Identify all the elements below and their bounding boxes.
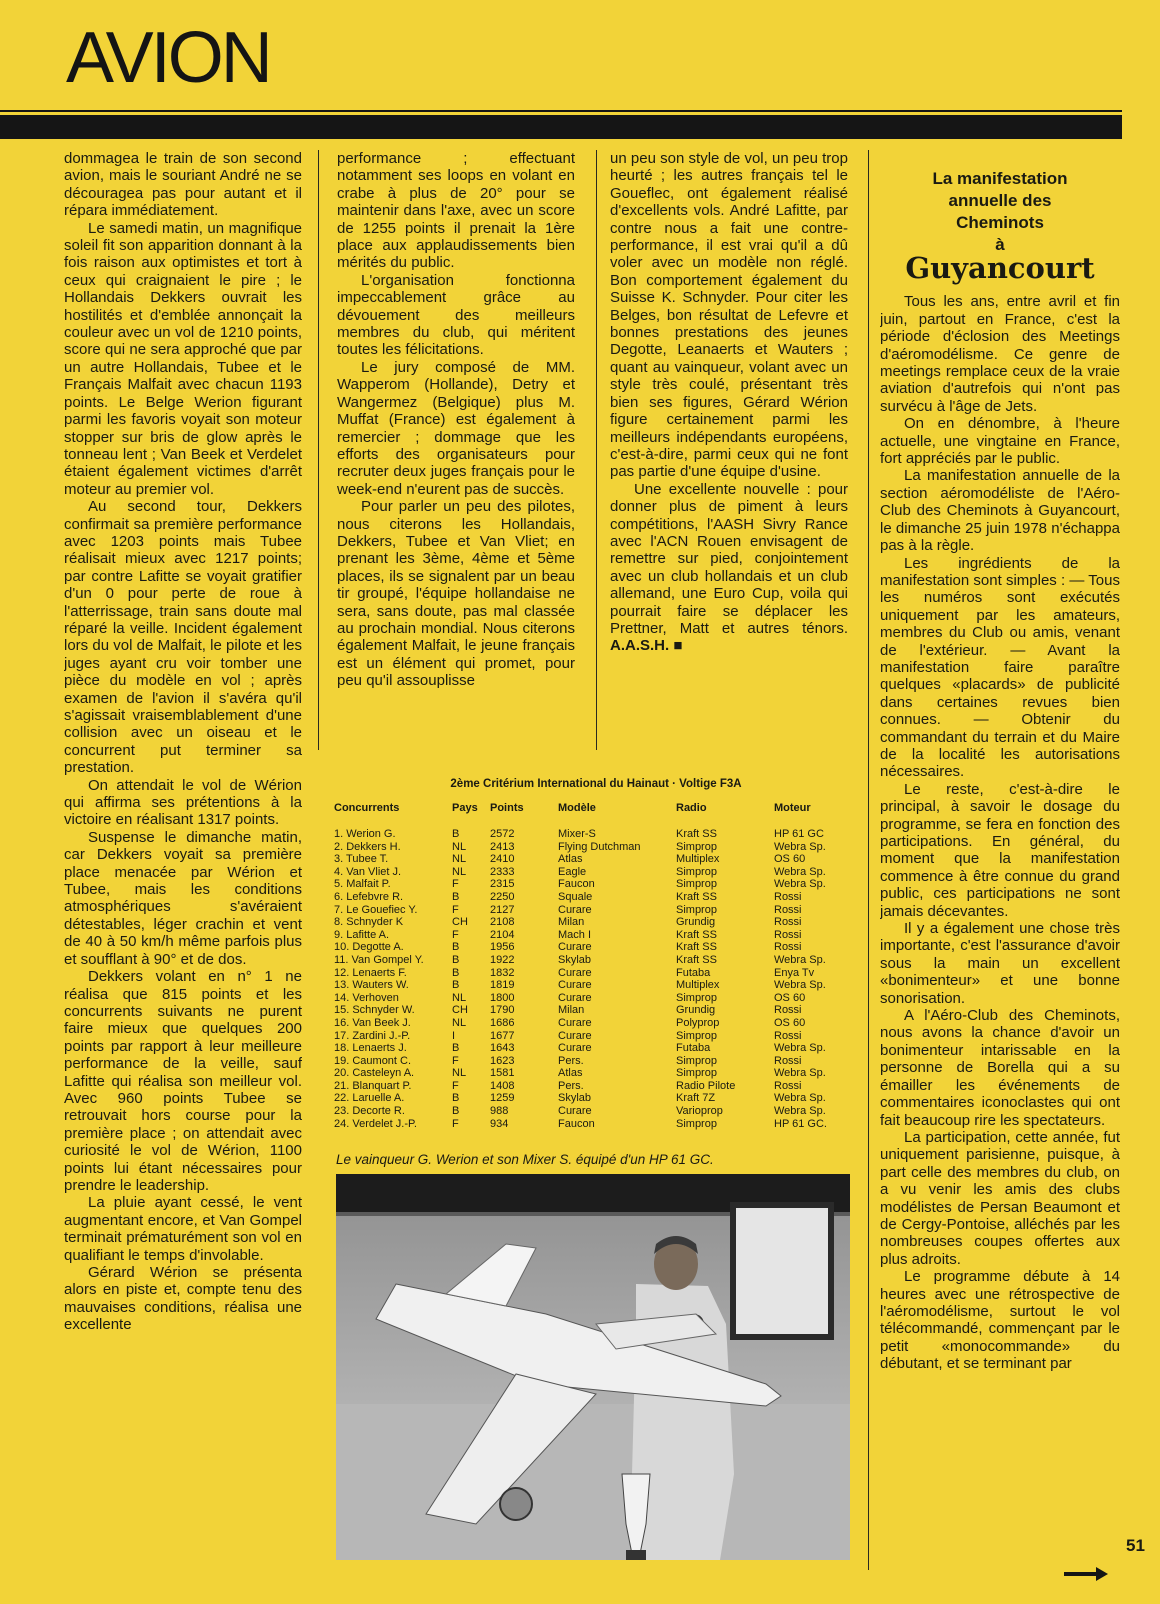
paragraph: un peu son style de vol, un peu trop heurté ; les autres français tel le Goueflec, ont également réalisé d'excellents vols. André Lafitte, par contre nous a fait une contre-performance, il est vrai qu'il a dû voler avec un modèle non réglé. Bon comportement également du Suisse K. Schnyder. Pour citer les Belges, bon résultat de Lefevre et bonnes prestations des jeunes Degotte, Leanaerts et Wauters ; quant au vainqueur, volant avec un style très coulé, présentant très bien ses figures, Gérard Wérion figure certainement parmi les meilleurs indépendants européens, c'est-à-dire, parmi ceux qui ne font pas partie d'une équipe d'usine. (610, 150, 848, 481)
table-cell: Rossi (774, 1029, 802, 1042)
table-cell: F (452, 1117, 459, 1130)
table-cell: 1677 (490, 1029, 515, 1042)
table-cell: Webra Sp. (774, 1042, 826, 1055)
table-cell: Simprop (676, 991, 717, 1004)
sidebar-heading (880, 168, 1120, 256)
table-row (334, 841, 854, 854)
table-cell: 12. Lenaerts F. (334, 966, 407, 979)
table-cell: Grundig (676, 1004, 716, 1017)
table-cell: 2108 (490, 916, 515, 929)
table-cell: 2127 (490, 903, 515, 916)
paragraph: La pluie ayant cessé, le vent augmentant encore, et Van Gompel terminait prématurément son vol en qualifiant le temps d'involable. (64, 1194, 302, 1264)
table-cell: B (452, 953, 460, 966)
table-cell: Varioprop (676, 1105, 723, 1118)
table-cell: 22. Laruelle A. (334, 1092, 405, 1105)
table-cell: Faucon (558, 878, 595, 891)
column-header: Concurrents (334, 802, 400, 814)
table-cell: F (452, 928, 459, 941)
paragraph: Gérard Wérion se présenta alors en piste et, compte tenu des mauvaises conditions, réalisa une excellente (64, 1264, 302, 1334)
table-row (334, 1080, 854, 1093)
table-cell: 8. Schnyder K (334, 916, 404, 929)
table-cell: 2315 (490, 878, 515, 891)
paragraph: Le programme débute à 14 heures avec une rétrospective de l'aéromodélisme, surtout le vol télécommandé, commençant par le petit «monocommande» du débutant, et se terminant par (880, 1268, 1120, 1373)
table-cell: 13. Wauters W. (334, 979, 409, 992)
table-cell: 2410 (490, 853, 515, 866)
table-cell: Simprop (676, 1117, 717, 1130)
table-cell: B (452, 828, 460, 840)
table-cell: 1956 (490, 941, 515, 954)
table-row (334, 1092, 854, 1105)
table-cell: 1259 (490, 1092, 515, 1105)
table-cell: 17. Zardini J.-P. (334, 1029, 411, 1042)
table-cell: 19. Caumont C. (334, 1054, 412, 1067)
table-cell: 23. Decorte R. (334, 1105, 405, 1118)
table-cell: 1581 (490, 1067, 515, 1080)
column-divider (318, 150, 319, 750)
table-cell: 2333 (490, 865, 515, 878)
table-cell: Atlas (558, 853, 583, 866)
sidebar-heading-line: Cheminots (956, 213, 1044, 232)
table-cell: B (452, 941, 460, 954)
paragraph: Pour parler un peu des pilotes, nous citerons les Hollandais, Dekkers, Tubee et Van Vliet; en prenant les 3ème, 4ème et 5ème places, ils se signalent par un beau tir groupé, l'équipe hollandaise ne sera, sans doute, pas mal classée au prochain mondial. Nous citerons également Malfait, le jeune français est un élément qui promet, pour peu qu'il assouplisse (337, 498, 575, 690)
table-cell: Atlas (558, 1067, 583, 1080)
table-cell: Simprop (676, 840, 717, 853)
photo-caption: Le vainqueur G. Werion et son Mixer S. équipé d'un HP 61 GC. (336, 1152, 714, 1167)
paragraph: La manifestation annuelle de la section aéromodéliste de l'Aéro-Club des Cheminots à Guyancourt, le dimanche 25 juin 1978 n'échappa pas à la règle. (880, 467, 1120, 555)
sidebar-town-title: Guyancourt (905, 251, 1095, 285)
table-row (334, 904, 854, 917)
table-cell: Flying Dutchman (558, 840, 641, 853)
header-thin-rule (0, 110, 1122, 112)
table-cell: Rossi (774, 916, 802, 929)
table-cell: 21. Blanquart P. (334, 1079, 412, 1092)
table-cell: CH (452, 1004, 468, 1017)
table-cell: 10. Degotte A. (334, 941, 404, 954)
column-header: Points (490, 802, 524, 814)
paragraph: Les ingrédients de la manifestation sont simples : — Tous les numéros sont exécutés uniquement par les amateurs, membres du Club ou amis, venant de l'extérieur. — Avant la manifestation faire paraître quelques «placards» de publicité dans certaines revues bien connues. — Obtenir du commandant du terrain et du Maire de la localité les autorisations nécessaires. (880, 554, 1120, 781)
table-cell: F (452, 1079, 459, 1092)
table-cell: Webra Sp. (774, 840, 826, 853)
table-cell: 1800 (490, 991, 515, 1004)
paragraph: Il y a également une chose très importante, c'est l'assurance d'avoir sous la main un excellent «bonimenteur» et une bonne sonorisation. (880, 920, 1120, 1007)
table-cell: 1643 (490, 1042, 515, 1055)
table-cell: Eagle (558, 865, 587, 878)
paragraph: dommagea le train de son second avion, mais le souriant André ne se découragea pas pour autant et il répara immédiatement. (64, 150, 302, 220)
table-cell: 1. Werion G. (334, 828, 396, 840)
table-row (334, 1055, 854, 1068)
table-cell: Curare (558, 1029, 592, 1042)
table-cell: Rossi (774, 941, 802, 954)
table-cell: HP 61 GC. (774, 1117, 827, 1130)
table-cell: Rossi (774, 928, 802, 941)
table-cell: NL (452, 991, 467, 1004)
table-cell: OS 60 (774, 991, 806, 1004)
table-cell: Polyprop (676, 1016, 720, 1029)
table-cell: B (452, 890, 460, 903)
table-row (334, 1017, 854, 1030)
table-cell: NL (452, 840, 467, 853)
table-cell: Milan (558, 1004, 585, 1017)
table-cell: Mixer-S (558, 828, 596, 840)
table-cell: Webra Sp. (774, 878, 826, 891)
table-cell: 24. Verdelet J.-P. (334, 1117, 417, 1130)
table-cell: Webra Sp. (774, 1105, 826, 1118)
table-cell: Simprop (676, 865, 717, 878)
table-cell: 988 (490, 1105, 509, 1118)
table-row (334, 1004, 854, 1017)
table-cell: Multiplex (676, 853, 720, 866)
paragraph: Le jury composé de MM. Wapperom (Hollande), Detry et Wangermez (Belgique) plus M. Muffat (France) est également à remercier ; dommage que les efforts des organisateurs pour recruter deux juges français pour le week-end n'eurent pas de succès. (337, 358, 575, 498)
table-row (334, 941, 854, 954)
table-cell: Grundig (676, 916, 716, 929)
table-cell: Faucon (558, 1117, 595, 1130)
results-table-body (334, 828, 854, 1130)
table-cell: 9. Lafitte A. (334, 928, 390, 941)
table-cell: Curare (558, 1105, 592, 1118)
table-row (334, 967, 854, 980)
table-cell: Curare (558, 1016, 592, 1029)
table-cell: 2104 (490, 928, 515, 941)
sidebar-heading-line: La manifestation (932, 169, 1068, 188)
table-cell: 2572 (490, 828, 515, 840)
sidebar-heading-line: à (995, 235, 1005, 254)
table-cell: Squale (558, 890, 593, 903)
table-row (334, 891, 854, 904)
table-cell: NL (452, 865, 467, 878)
table-cell: OS 60 (774, 853, 806, 866)
table-cell: Milan (558, 916, 585, 929)
table-cell: I (452, 1029, 456, 1042)
paragraph: L'organisation fonctionna impeccablement grâce au dévouement des meilleurs membres du club, qui méritent toutes les félicitations. (337, 271, 575, 359)
results-table (334, 802, 854, 1130)
table-cell: Mach I (558, 928, 592, 941)
table-cell: Kraft SS (676, 953, 717, 966)
table-cell: 15. Schnyder W. (334, 1004, 415, 1017)
article-column-2 (337, 150, 575, 760)
table-cell: 14. Verhoven (334, 991, 399, 1004)
table-cell: Skylab (558, 1092, 592, 1105)
table-cell: Webra Sp. (774, 953, 826, 966)
table-cell: Curare (558, 941, 592, 954)
table-cell: Kraft SS (676, 890, 717, 903)
paragraph (610, 481, 848, 655)
table-cell: 2250 (490, 890, 515, 903)
table-row (334, 1067, 854, 1080)
column-divider (596, 150, 597, 750)
table-cell: 934 (490, 1117, 509, 1130)
table-cell: B (452, 979, 460, 992)
table-cell: F (452, 1054, 459, 1067)
paragraph: Le samedi matin, un magnifique soleil fit son apparition donnant à la fois raison aux optimistes et tort à ceux qui craignaient le pire ; le Hollandais Dekkers ouvrait les hostilités et d'emblée annonçait la couleur avec un vol de 1210 points, score qui ne sera approché que par un autre Hollandais, Tubee et le Français Malfait avec chacun 1193 points. Le Belge Werion figurant parmi les favoris voyait son moteur stopper sur bris de glow après le tonneau lent ; Van Beek et Verdelet étaient également victimes d'arrêt moteur au premier vol. (64, 219, 302, 498)
table-cell: Simprop (676, 1054, 717, 1067)
sidebar-article (880, 168, 1120, 1560)
column-header: Moteur (774, 802, 811, 814)
column-divider (868, 150, 869, 1570)
table-cell: 1922 (490, 953, 515, 966)
section-title: AVION (66, 18, 270, 98)
column-header: Pays (452, 802, 478, 814)
table-cell: Kraft SS (676, 941, 717, 954)
table-cell: Pers. (558, 1054, 584, 1067)
table-row (334, 1105, 854, 1118)
column-header: Modèle (558, 802, 596, 814)
table-row (334, 916, 854, 929)
table-row (334, 929, 854, 942)
table-cell: Curare (558, 991, 592, 1004)
table-row (334, 979, 854, 992)
header-rule (0, 115, 1122, 139)
table-cell: Curare (558, 966, 592, 979)
table-cell: Rossi (774, 1054, 802, 1067)
table-cell: Curare (558, 979, 592, 992)
table-row (334, 828, 854, 841)
table-cell: 1623 (490, 1054, 515, 1067)
table-cell: Rossi (774, 1079, 802, 1092)
table-cell: OS 60 (774, 1016, 806, 1029)
table-cell: B (452, 966, 460, 979)
paragraph: performance ; effectuant notamment ses loops en volant en crabe à plus de 20° pour se maintenir dans l'axe, avec un score de 1255 points il prenait la 1ère place aux applaudissements bien mérités du public. (337, 150, 575, 272)
table-cell: 5. Malfait P. (334, 878, 391, 891)
paragraph: Suspense le dimanche matin, car Dekkers voyait sa première place menacée par Wérion et Tubee, mais les conditions atmosphériques s'avéraient détestables, léger crachin et vent de 40 à 50 km/h même parfois plus et soufflant à 90° et de dos. (64, 828, 302, 968)
table-cell: B (452, 1105, 460, 1118)
paragraph: Le reste, c'est-à-dire le principal, à savoir le dosage du programme, se fera en fonction des participations. En général, du moment que la manifestation commence à être connue du grand public, ces participations ne sont jamais décevantes. (880, 780, 1120, 920)
table-row (334, 1030, 854, 1043)
results-table-header (334, 802, 854, 828)
table-cell: 7. Le Gouefiec Y. (334, 903, 418, 916)
table-row (334, 1118, 854, 1131)
table-cell: 3. Tubee T. (334, 853, 389, 866)
table-cell: 1819 (490, 979, 515, 992)
table-cell: HP 61 GC (774, 828, 824, 840)
table-cell: B (452, 1042, 460, 1055)
table-cell: 11. Van Gompel Y. (334, 953, 424, 966)
table-cell: Webra Sp. (774, 1067, 826, 1080)
paragraph: La participation, cette année, fut uniquement parisienne, puisque, à part celle des membres du club, on a vu venir les amis des clubs modélistes de Persan Beaumont et de Cergy-Pontoise, alléchés par les nombreuses coupes offertes aux plus adroits. (880, 1128, 1120, 1268)
paragraph: Tous les ans, entre avril et fin juin, partout en France, c'est la période d'éclosion des Meetings d'aéromodélisme. Ce genre de meetings remplace ceux de la vraie aviation d'autrefois qui n'ont pas survécu à l'âge de Jets. (880, 293, 1120, 415)
table-cell: B (452, 1092, 460, 1105)
continue-arrow-icon (1062, 1566, 1110, 1582)
table-cell: Futaba (676, 1042, 711, 1055)
table-row (334, 866, 854, 879)
table-cell: Rossi (774, 1004, 802, 1017)
table-cell: Kraft 7Z (676, 1092, 716, 1105)
paragraph: On en dénombre, à l'heure actuelle, une vingtaine en France, fort appréciés par le public. (880, 415, 1120, 468)
table-cell: Simprop (676, 878, 717, 891)
table-cell: Skylab (558, 953, 592, 966)
table-cell: Curare (558, 903, 592, 916)
page-number: 51 (1126, 1536, 1145, 1555)
table-cell: Simprop (676, 903, 717, 916)
table-cell: Multiplex (676, 979, 720, 992)
table-row (334, 1042, 854, 1055)
paragraph: On attendait le vol de Wérion qui affirma ses prétentions à la victoire en réalisant 1317 points. (64, 776, 302, 829)
table-cell: 1408 (490, 1079, 515, 1092)
table-cell: 2. Dekkers H. (334, 840, 401, 853)
table-cell: Radio Pilote (676, 1079, 736, 1092)
article-column-1 (64, 150, 302, 1552)
paragraph: Au second tour, Dekkers confirmait sa première performance avec 1203 points mais Tubee réalisait mieux avec 1217 points; par contre Lafitte se voyait gratifier d'un 0 pour perte de roue à l'atterrissage, train sans doute mal réparé la veille. Incident également lors du vol de Malfait, le pilote et les juges ayant cru voir tomber une pièce du modèle en vol ; après examen de l'avion il s'avéra qu'il s'agissait vraisemblablement d'une collision avec un oiseau et le concurrent put terminer sa prestation. (64, 498, 302, 777)
column-header: Radio (676, 802, 707, 814)
table-cell: F (452, 903, 459, 916)
table-cell: 1790 (490, 1004, 515, 1017)
table-cell: Simprop (676, 1067, 717, 1080)
table-cell: 2413 (490, 840, 515, 853)
table-cell: Rossi (774, 903, 802, 916)
table-row (334, 878, 854, 891)
results-table-title: 2ème Critérium International du Hainaut · Voltige F3A (450, 778, 742, 790)
paragraph: Dekkers volant en n° 1 ne réalisa que 815 points et les concurrents suivants ne purent faire mieux que quelques 200 points par rapport à leur meilleure performance de la veille, sauf Lafitte qui réalisa son meilleur vol. Avec 960 points Tubee se retrouvait hors course pour la première place ; on attendait avec curiosité le vol de Wérion, 1100 points lui étant nécessaires pour prendre le leadership. (64, 968, 302, 1194)
table-cell: F (452, 878, 459, 891)
table-cell: Curare (558, 1042, 592, 1055)
table-row (334, 954, 854, 967)
table-cell: 16. Van Beek J. (334, 1016, 411, 1029)
table-cell: 1686 (490, 1016, 515, 1029)
table-row (334, 992, 854, 1005)
table-cell: Enya Tv (774, 966, 815, 979)
paragraph-text: Une excellente nouvelle : pour donner plus de piment à leurs compétitions, l'AASH Sivry Rance avec l'ACN Rouen envisagent de remettre sur pied, conjointement avec un club hollandais et un club allemand, une Euro Cup, voila qui pourrait faire se déplacer les Prettner, Matt et autres ténors. (610, 480, 848, 637)
winner-photo (336, 1174, 850, 1560)
table-cell: Webra Sp. (774, 979, 826, 992)
table-cell: NL (452, 1016, 467, 1029)
article-signature: A.A.S.H. ■ (610, 637, 683, 655)
table-cell: Futaba (676, 966, 711, 979)
table-cell: 6. Lefebvre R. (334, 890, 404, 903)
table-cell: CH (452, 916, 468, 929)
table-cell: 4. Van Vliet J. (334, 865, 402, 878)
table-cell: 1832 (490, 966, 515, 979)
table-cell: 18. Lenaerts J. (334, 1042, 407, 1055)
table-cell: Pers. (558, 1079, 584, 1092)
sidebar-heading-line: annuelle des (948, 191, 1052, 210)
table-cell: NL (452, 853, 467, 866)
table-cell: Kraft SS (676, 828, 717, 840)
table-cell: Rossi (774, 890, 802, 903)
table-cell: 20. Casteleyn A. (334, 1067, 415, 1080)
table-cell: Kraft SS (676, 928, 717, 941)
paragraph: A l'Aéro-Club des Cheminots, nous avons la chance d'avoir un bonimenteur intarissable en la personne de Borella qui a su émailler les événements de commentaires iconoclastes qui ont fait beaucoup rire les spectateurs. (880, 1007, 1120, 1129)
table-cell: Simprop (676, 1029, 717, 1042)
article-column-3 (610, 150, 848, 750)
table-cell: NL (452, 1067, 467, 1080)
table-cell: Webra Sp. (774, 865, 826, 878)
table-cell: Webra Sp. (774, 1092, 826, 1105)
table-row (334, 853, 854, 866)
photo-illustration (336, 1174, 850, 1560)
